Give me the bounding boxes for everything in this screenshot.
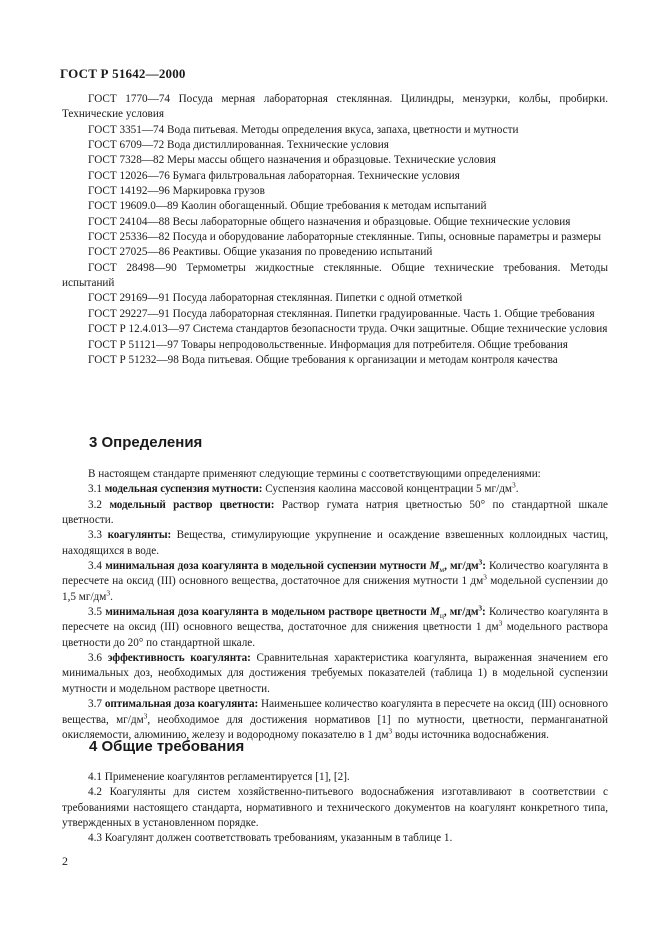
paragraph-4-2: 4.2 Коагулянты для систем хозяйственно-питьевого водоснабжения изготавливают в соответствии с требованиями настоящего стандарта, нормативного и технического документов на коагулянт конкретного типа, утвержденных в установленном порядке. <box>62 786 608 830</box>
reference-item: ГОСТ 27025—86 Реактивы. Общие указания по проведению испытаний <box>88 246 433 259</box>
subscript: ц <box>439 611 444 621</box>
superscript: 3 <box>498 618 503 628</box>
reference-item: ГОСТ 1770—74 Посуда мерная лабораторная стеклянная. Цилиндры, мензурки, колбы, пробирки. Технические условия <box>62 93 608 121</box>
definition-number: 3.3 <box>88 529 102 542</box>
definition-text: модельного раствора цветности до 20° по стандартной шкале. <box>62 621 608 649</box>
reference-item: ГОСТ 3351—74 Вода питьевая. Методы определения вкуса, запаха, цветности и мутности <box>88 123 519 136</box>
definition-text: , необходимое для достижения нормативов [1] по мутности, цветности, перманганатной окисляемости, алюминию, железу и водородному показателю в 1 дм <box>62 713 609 741</box>
definition-number: 3.1 <box>88 483 102 496</box>
reference-item: ГОСТ 24104—88 Весы лабораторные общего назначения и образцовые. Общие технические условия <box>88 215 571 228</box>
superscript: 3 <box>483 572 487 582</box>
punctuation: : <box>482 560 486 573</box>
reference-item: ГОСТ Р 12.4.013—97 Система стандартов безопасности труда. Очки защитные. Общие технические условия <box>88 323 608 336</box>
definition-3-7 <box>62 697 608 743</box>
superscript: 3 <box>388 726 393 736</box>
definition-3-3 <box>62 528 608 559</box>
definition-text: воды источника водоснабжения. <box>392 728 549 741</box>
definition-term: минимальная доза коагулянта в модельном растворе цветности <box>105 606 427 619</box>
reference-item: ГОСТ 29169—91 Посуда лабораторная стеклянная. Пипетки с одной отметкой <box>88 292 463 305</box>
definition-term: коагулянты: <box>107 529 172 542</box>
general-requirements-section <box>62 770 608 847</box>
section-4-heading: 4 Общие требования <box>89 738 245 755</box>
symbol: M <box>430 606 440 619</box>
paragraph-4-3: 4.3 Коагулянт должен соответствовать требованиям, указанным в таблице 1. <box>88 832 453 845</box>
definition-3-5 <box>62 605 608 651</box>
page-number: 2 <box>62 854 68 868</box>
definition-text: Суспензия каолина массовой концентрации 5 мг/дм <box>265 483 512 496</box>
definition-text: Наименьшее количество коагулянта в пересчете на оксид (III) основного вещества, мг/дм <box>62 698 609 726</box>
superscript: 3 <box>106 588 111 598</box>
definition-number: 3.6 <box>88 652 102 665</box>
definition-text: Вещества, стимулирующие укрупнение и осаждение взвешенных коллоидных частиц, находящихся в воде. <box>62 529 609 557</box>
definition-term: эффективность коагулянта: <box>107 652 251 665</box>
normative-references-list <box>62 92 608 368</box>
definitions-intro: В настоящем стандарте применяют следующие термины с соответствующими определениями: <box>88 468 541 480</box>
reference-item: ГОСТ 14192—96 Маркировка грузов <box>88 185 265 198</box>
definition-3-1 <box>62 482 608 497</box>
paragraph-4-1: 4.1 Применение коагулянтов регламентируется [1], [2]. <box>88 771 350 783</box>
definitions-section <box>62 467 608 743</box>
definition-3-4 <box>62 559 608 605</box>
symbol: M <box>429 560 440 573</box>
unit: , мг/дм <box>444 560 479 573</box>
definition-term: модельный раствор цветности: <box>109 498 275 511</box>
reference-item: ГОСТ 12026—76 Бумага фильтровальная лабораторная. Технические условия <box>88 169 460 182</box>
reference-item: ГОСТ 19609.0—89 Каолин обогащенный. Общие требования к методам испытаний <box>88 200 487 213</box>
superscript: 3 <box>143 710 148 720</box>
superscript: 3 <box>478 603 483 613</box>
definition-number: 3.4 <box>88 560 102 573</box>
reference-item: ГОСТ 29227—91 Посуда лабораторная стеклянная. Пипетки градуированные. Часть 1. Общие требования <box>88 307 595 320</box>
punctuation: . <box>515 483 519 496</box>
definition-text: Раствор гумата натрия цветностью 50° по стандартной шкале цветности. <box>62 498 609 527</box>
reference-item: ГОСТ 7328—82 Меры массы общего назначения и образцовые. Технические условия <box>88 154 496 167</box>
reference-item: ГОСТ Р 51232—98 Вода питьевая. Общие требования к организации и методам контроля качества <box>88 353 558 366</box>
definition-number: 3.2 <box>88 498 102 511</box>
definition-term: модельная суспензия мутности: <box>104 483 263 496</box>
reference-item: ГОСТ 6709—72 Вода дистиллированная. Технические условия <box>88 139 389 152</box>
definition-text: Количество коагулянта в пересчете на оксид (III) основного вещества, достаточное для снижения цветности 1 дм <box>62 606 609 634</box>
definition-3-6 <box>62 651 608 697</box>
reference-item: ГОСТ 25336—82 Посуда и оборудование лабораторные стеклянные. Типы, основные параметры и размеры <box>88 231 602 244</box>
superscript: 3 <box>511 480 516 490</box>
definition-text: Сравнительная характеристика коагулянта, выраженная значением его минимальных доз, необходимых для достижения требуемых показателей (таблица 1) в модельной суспензии мутности и модельном растворе цветности. <box>62 652 609 695</box>
unit: , мг/дм <box>443 606 479 619</box>
page-header: ГОСТ Р 51642—2000 <box>60 66 186 81</box>
superscript: 3 <box>478 557 483 567</box>
section-3-heading: 3 Определения <box>89 434 203 451</box>
definition-number: 3.7 <box>88 698 102 711</box>
subscript: м <box>439 565 445 575</box>
definition-text: Количество коагулянта в пересчете на оксид (III) основного вещества, достаточное для снижения мутности 1 дм <box>62 560 608 588</box>
reference-item: ГОСТ 28498—90 Термометры жидкостные стеклянные. Общие технические требования. Методы испытаний <box>62 261 608 290</box>
punctuation: . <box>110 590 113 603</box>
definition-term: оптимальная доза коагулянта: <box>104 698 259 711</box>
definition-number: 3.5 <box>88 606 102 619</box>
definition-term: минимальная доза коагулянта в модельной суспензии мутности <box>105 560 427 573</box>
reference-item: ГОСТ Р 51121—97 Товары непродовольственные. Информация для потребителя. Общие требования <box>88 338 568 351</box>
definition-text: модельной суспензии до 1,5 мг/дм <box>62 575 609 603</box>
punctuation: : <box>482 606 486 619</box>
definition-3-2 <box>62 498 608 529</box>
